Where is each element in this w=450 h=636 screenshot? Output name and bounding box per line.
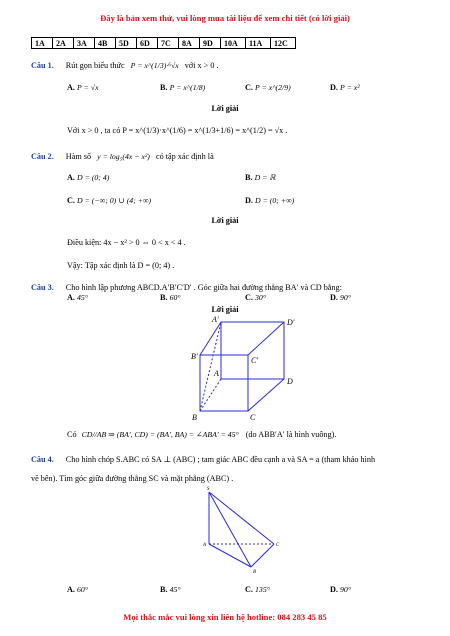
option-d[interactable] bbox=[330, 293, 351, 302]
option-c[interactable] bbox=[245, 83, 291, 92]
option-value: 135° bbox=[255, 585, 270, 594]
option-c[interactable] bbox=[245, 293, 266, 302]
option-letter: B. bbox=[160, 293, 168, 302]
option-a[interactable] bbox=[67, 83, 99, 92]
option-value: 45° bbox=[77, 293, 88, 302]
option-b[interactable] bbox=[245, 173, 276, 182]
solution-text: Với x > 0 , ta có P = x^(1/3)·x^(1/6) = x^(1/3+1/6) = x^(1/2) = √x . bbox=[67, 126, 288, 135]
question-text: Cho hình lập phương ABCD.A′B′C′D′ . Góc giữa hai đường thẳng BA′ và CD bằng: bbox=[65, 283, 342, 292]
question-tail: có tập xác định là bbox=[155, 152, 214, 161]
answer-key-table bbox=[31, 37, 296, 49]
option-value: D = (−∞; 0) ∪ (4; +∞) bbox=[77, 196, 152, 205]
option-letter: D. bbox=[245, 196, 253, 205]
hotline-banner: Mọi thắc mắc vui lòng xin liên hệ hotline: 084 283 45 85 bbox=[123, 612, 327, 622]
vertex-label: C bbox=[276, 543, 280, 548]
question-1 bbox=[31, 61, 219, 71]
question-label: Câu 2. bbox=[31, 152, 54, 161]
answer-key-cell: 1A bbox=[32, 38, 53, 49]
option-value: D = (0; +∞) bbox=[255, 196, 295, 205]
option-letter: B. bbox=[160, 585, 168, 594]
pyramid-figure bbox=[195, 484, 290, 574]
vertex-label: B bbox=[253, 570, 257, 574]
answer-key-cell: 8A bbox=[179, 38, 200, 49]
solution-tail: (do ABB′A′ là hình vuông). bbox=[245, 430, 337, 439]
option-value: P = x^(1/8) bbox=[169, 83, 206, 92]
option-value: 30° bbox=[255, 293, 266, 302]
vertex-label: D′ bbox=[287, 318, 295, 327]
option-value: D = ℝ bbox=[254, 173, 276, 182]
question-label: Câu 1. bbox=[31, 61, 54, 70]
option-b[interactable] bbox=[160, 293, 180, 302]
answer-key-cell: 9D bbox=[200, 38, 221, 49]
option-letter: D. bbox=[330, 83, 338, 92]
option-letter: B. bbox=[160, 83, 168, 92]
option-letter: C. bbox=[245, 293, 253, 302]
vertex-label: D bbox=[287, 377, 293, 386]
vertex-label: C′ bbox=[251, 356, 259, 365]
solution-lead: Có bbox=[67, 430, 77, 439]
question-text: Rút gọn biểu thức bbox=[65, 61, 125, 70]
answer-key-cell: 12C bbox=[271, 38, 296, 49]
answer-key-cell: 11A bbox=[246, 38, 271, 49]
solution-title: Lời giải bbox=[211, 216, 239, 225]
question-label: Câu 4. bbox=[31, 455, 54, 464]
option-letter: B. bbox=[245, 173, 253, 182]
option-b[interactable] bbox=[160, 585, 180, 594]
vertex-label: A bbox=[214, 369, 219, 378]
option-letter: C. bbox=[67, 196, 75, 205]
question-text: Cho hình chóp S.ABC có SA ⊥ (ABC) ; tam giác ABC đều cạnh a và SA = a (tham khảo hình bbox=[65, 455, 376, 464]
option-value: P = x² bbox=[340, 83, 360, 92]
option-letter: C. bbox=[245, 83, 253, 92]
question-3 bbox=[31, 283, 342, 293]
answer-key-cell: 6D bbox=[137, 38, 158, 49]
option-value: 90° bbox=[340, 585, 351, 594]
option-value: D = (0; 4) bbox=[77, 173, 110, 182]
question-text: Hàm số bbox=[65, 152, 92, 161]
vertex-label: C bbox=[250, 413, 256, 422]
option-a[interactable] bbox=[67, 173, 109, 182]
option-value: P = x^(2/9) bbox=[255, 83, 291, 92]
vertex-label: S bbox=[207, 487, 210, 492]
answer-key-cell: 5D bbox=[116, 38, 137, 49]
option-letter: A. bbox=[67, 585, 75, 594]
solution-text: Vậy: Tập xác định là D = (0; 4) . bbox=[67, 261, 175, 270]
option-letter: A. bbox=[67, 293, 75, 302]
cube-figure bbox=[180, 312, 320, 424]
answer-key-cell: 7C bbox=[158, 38, 179, 49]
vertex-label: A bbox=[203, 543, 207, 548]
option-c[interactable] bbox=[67, 196, 151, 205]
option-a[interactable] bbox=[67, 585, 88, 594]
option-value: 60° bbox=[169, 293, 181, 302]
option-d[interactable] bbox=[330, 83, 360, 92]
option-a[interactable] bbox=[67, 293, 88, 302]
option-letter: A. bbox=[67, 173, 75, 182]
question-label: Câu 3. bbox=[31, 283, 54, 292]
question-2 bbox=[31, 152, 214, 162]
option-letter: D. bbox=[330, 585, 338, 594]
answer-key-cell: 2A bbox=[53, 38, 74, 49]
solution-text bbox=[67, 430, 336, 440]
option-value: 90° bbox=[340, 293, 351, 302]
solution-expression: CD//AB ⇒ (BA′, CD) = (BA′, BA) = ∠ABA′ = 45° bbox=[81, 430, 239, 439]
question-text-cont: vẽ bên). Tìm góc giữa đường thẳng SC và mặt phẳng (ABC) . bbox=[31, 474, 234, 483]
preview-banner: Đây là bản xem thử, vui lòng mua tài liệu để xem chi tiết (có lời giải) bbox=[100, 13, 350, 23]
vertex-label: B′ bbox=[191, 352, 198, 361]
solution-title: Lời giải bbox=[211, 305, 239, 314]
option-value: 45° bbox=[169, 585, 181, 594]
question-expression: P = x^(1/3)·⁶√x bbox=[130, 61, 179, 70]
answer-key-cell: 10A bbox=[221, 38, 246, 49]
solution-title: Lời giải bbox=[211, 104, 239, 113]
option-letter: C. bbox=[245, 585, 253, 594]
vertex-label: A′ bbox=[212, 315, 219, 324]
question-expression: y = log₅(4x − x²) bbox=[97, 152, 150, 161]
question-condition: với x > 0 . bbox=[184, 61, 219, 70]
question-4 bbox=[31, 455, 375, 465]
option-value: P = √x bbox=[77, 83, 99, 92]
option-letter: D. bbox=[330, 293, 338, 302]
option-value: 60° bbox=[77, 585, 88, 594]
option-c[interactable] bbox=[245, 585, 270, 594]
option-d[interactable] bbox=[330, 585, 351, 594]
option-d[interactable] bbox=[245, 196, 294, 205]
option-b[interactable] bbox=[160, 83, 205, 92]
option-letter: A. bbox=[67, 83, 75, 92]
answer-key-cell: 3A bbox=[74, 38, 95, 49]
solution-text: Điều kiện: 4x − x² > 0 ⇔ 0 < x < 4 . bbox=[67, 238, 186, 247]
vertex-label: B bbox=[192, 413, 197, 422]
answer-key-cell: 4B bbox=[95, 38, 116, 49]
